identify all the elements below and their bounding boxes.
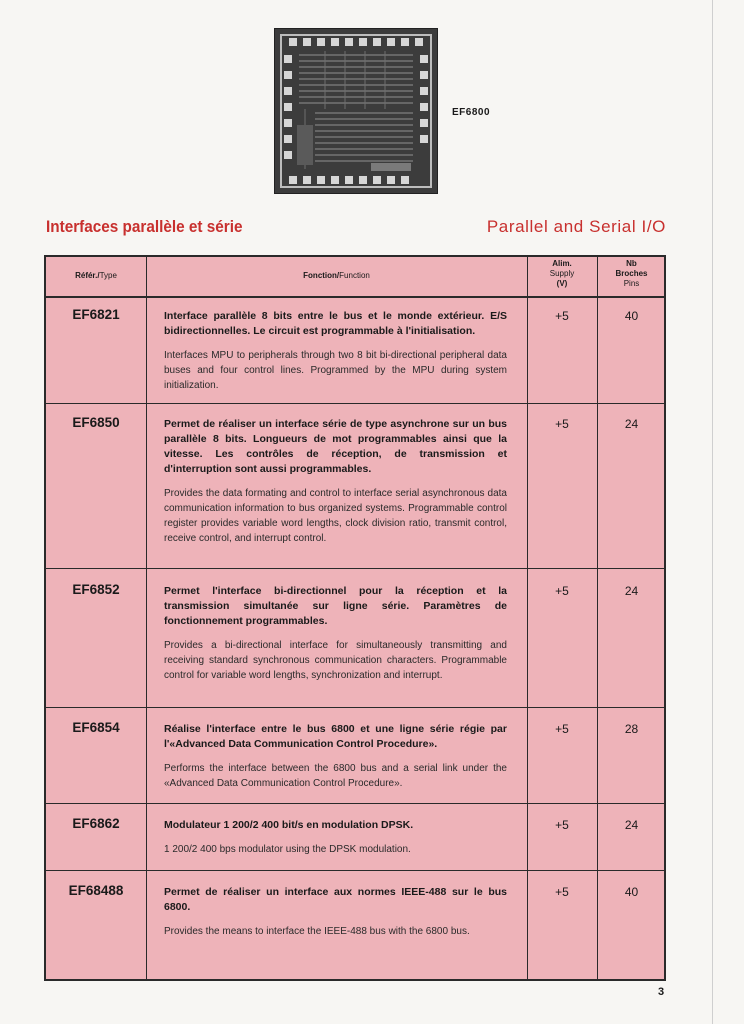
row-function xyxy=(164,722,507,791)
row-function-fr: Permet de réaliser un interface aux normes IEEE-488 sur le bus 6800. xyxy=(164,886,507,913)
row-pins: 40 xyxy=(624,885,639,899)
header-pins-fr1: Nb xyxy=(626,259,637,268)
row-ref: EF6852 xyxy=(72,582,120,597)
header-function xyxy=(146,271,527,281)
row-pins: 24 xyxy=(624,584,639,598)
header-ref xyxy=(46,271,146,281)
product-table xyxy=(44,255,666,981)
header-pins-fr2: Broches xyxy=(615,269,648,278)
header-function-fr: Fonction/ xyxy=(303,271,340,280)
row-pins: 24 xyxy=(624,417,639,431)
row-function xyxy=(164,417,507,546)
row-function-fr: Permet de réaliser un interface série de type asynchrone sur un bus parallèle 8 bits. Longueurs de mot programmables ainsi que la vitesse. Les contrôles de réception, de transmission et d'interruption sont aussi programmables. xyxy=(164,418,507,475)
row-supply: +5 xyxy=(555,885,569,899)
row-ref: EF6850 xyxy=(72,415,120,430)
header-ref-en: Type xyxy=(99,271,117,280)
row-pins: 40 xyxy=(624,309,639,323)
row-rule xyxy=(46,870,664,871)
row-function-fr: Modulateur 1 200/2 400 bit/s en modulation DPSK. xyxy=(164,819,414,831)
row-ref: EF6854 xyxy=(72,720,120,735)
row-supply: +5 xyxy=(555,417,569,431)
row-rule xyxy=(46,568,664,569)
header-pins xyxy=(597,259,666,289)
row-ref: EF68488 xyxy=(68,883,124,898)
header-ref-fr: Référ./ xyxy=(75,271,100,280)
row-pins: 24 xyxy=(624,818,639,832)
row-function xyxy=(164,584,507,683)
page-edge-line xyxy=(712,0,713,1024)
section-heading-fr: Interfaces parallèle et série xyxy=(46,217,243,236)
row-pins: 28 xyxy=(624,722,639,736)
row-supply: +5 xyxy=(555,722,569,736)
chip-label: EF6800 xyxy=(452,107,491,118)
chip-die-photo xyxy=(274,28,438,194)
row-supply: +5 xyxy=(555,584,569,598)
row-rule xyxy=(46,403,664,404)
row-function xyxy=(164,309,507,393)
row-ref: EF6862 xyxy=(72,816,120,831)
row-function-en: Provides a bi-directional interface for simultaneously transmitting and receiving standard synchronous communication characters. Programmable control for variable word lengths, synchronization and interrupt. xyxy=(164,640,507,681)
row-supply: +5 xyxy=(555,309,569,323)
row-function-fr: Interface parallèle 8 bits entre le bus et le monde extérieur. E/S bidirectionnelles. Le circuit est programmable à l'initialisation. xyxy=(164,310,507,337)
section-heading-en: Parallel and Serial I/O xyxy=(486,217,666,236)
header-supply xyxy=(527,259,597,289)
chip-die-image xyxy=(275,29,437,193)
header-function-en: Function xyxy=(339,271,370,280)
row-ref: EF6821 xyxy=(72,307,120,322)
header-supply-fr: Alim. xyxy=(552,259,572,268)
row-function-en: Provides the data formating and control to interface serial asynchronous data communication information to bus organized systems. Programmable control register provides variable word lengths, clock division ratio, transmit control, receive control, and interrupt control. xyxy=(164,488,507,544)
row-function-fr: Permet l'interface bi-directionnel pour la réception et la transmission simultanée sur ligne série. Paramètres de fonctionnement programmables. xyxy=(164,585,507,627)
header-rule xyxy=(46,296,664,298)
row-function xyxy=(164,885,507,939)
header-supply-unit: (V) xyxy=(556,279,568,288)
row-function-en: Performs the interface between the 6800 bus and a serial link under the «Advanced Data Communication Control Procedure». xyxy=(164,763,507,789)
header-pins-en: Pins xyxy=(623,279,640,288)
row-function-en: 1 200/2 400 bps modulator using the DPSK modulation. xyxy=(164,844,411,855)
page-number: 3 xyxy=(658,986,665,998)
header-supply-en: Supply xyxy=(549,269,575,278)
row-rule xyxy=(46,707,664,708)
row-supply: +5 xyxy=(555,818,569,832)
row-function-en: Provides the means to interface the IEEE-488 bus with the 6800 bus. xyxy=(164,926,470,937)
row-rule xyxy=(46,803,664,804)
row-function xyxy=(164,818,507,857)
row-function-en: Interfaces MPU to peripherals through two 8 bit bi-directional peripheral data buses and four control lines. Programmed by the MPU during system initialization. xyxy=(164,350,507,391)
row-function-fr: Réalise l'interface entre le bus 6800 et une ligne série régie par l'«Advanced Data Communication Control Procedure». xyxy=(164,723,507,750)
